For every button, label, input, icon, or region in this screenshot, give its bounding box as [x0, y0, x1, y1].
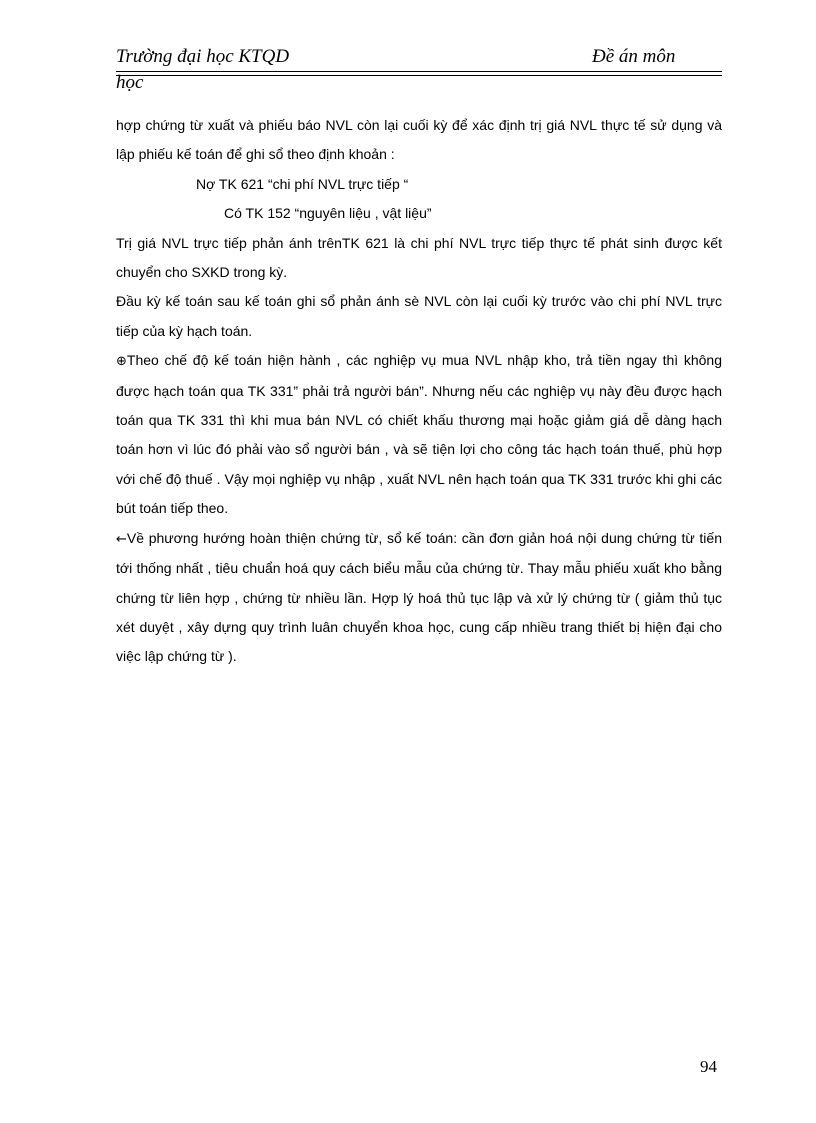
arrow-left-icon: ← [116, 531, 127, 547]
header-course-title-continued: học [116, 72, 144, 93]
paragraph-period-start: Đầu kỳ kế toán sau kế toán ghi sổ phản ánh sè NVL còn lại cuối kỳ trước vào chi phí NVL trực tiếp của kỳ hạch toán. [116, 293, 722, 339]
journal-entry-credit: Có TK 152 “nguyên liệu , vật liệu” [224, 205, 432, 222]
paragraph-voucher-improvement-text: Về phương hướng hoàn thiện chứng từ, sổ kế toán: cần đơn giản hoá nội dung chứng từ tiến tới thống nhất , tiêu chuẩn hoá quy cách biểu mẫu của chứng từ. Thay mẫu phiếu xuất kho bằng chứng từ liên hợp , chứng từ nhiều lần. Hợp lý hoá thủ tục lập và xử lý chứng từ ( giảm thủ tục xét duyệt , xây dựng quy trình luân chuyển khoa học, cung cấp nhiều trang thiết bị hiện đại cho việc lập chứng từ ). [116, 529, 722, 665]
paragraph-purchase-accounting-text: Theo chế độ kế toán hiện hành , các nghiệp vụ mua NVL nhập kho, trả tiền ngay thì không được hạch toán qua TK 331” phải trả người bán”. Nhưng nếu các nghiệp vụ này đều được hạch toán qua TK 331 thì khi mua bán NVL có chiết khấu thương mại hoặc giảm giá dễ dàng hạch toán hơn vì lúc đó phải vào sổ người bán , và sẽ tiện lợi cho công tác hạch toán thuế, phù hợp với chế độ thuế . Vậy mọi nghiệp vụ nhập , xuất NVL nên hạch toán qua TK 331 trước khi ghi các bút toán tiếp theo. [116, 352, 722, 517]
header-rule-top [116, 71, 722, 72]
paragraph-voucher-summary: hợp chứng từ xuất và phiếu báo NVL còn lại cuối kỳ để xác định trị giá NVL thực tế sử dụng và lập phiếu kế toán để ghi sổ theo định khoản : [116, 117, 722, 163]
header-course-title: Đề án môn [592, 46, 676, 67]
body-text [116, 111, 722, 672]
journal-entry-debit: Nợ TK 621 “chi phí NVL trực tiếp “ [196, 175, 409, 192]
header-school-name: Trường đại học KTQD [116, 46, 290, 67]
circle-plus-icon: ⊕ [116, 354, 127, 370]
paragraph-purchase-accounting [116, 346, 722, 523]
page-header [116, 44, 722, 100]
header-rule-bottom [116, 75, 722, 76]
paragraph-voucher-improvement [116, 524, 722, 672]
paragraph-direct-material-cost: Trị giá NVL trực tiếp phản ánh trênTK 621 là chi phí NVL trực tiếp thực tế phát sinh được kết chuyển cho SXKD trong kỳ. [116, 234, 722, 281]
page-number: 94 [700, 1057, 717, 1076]
